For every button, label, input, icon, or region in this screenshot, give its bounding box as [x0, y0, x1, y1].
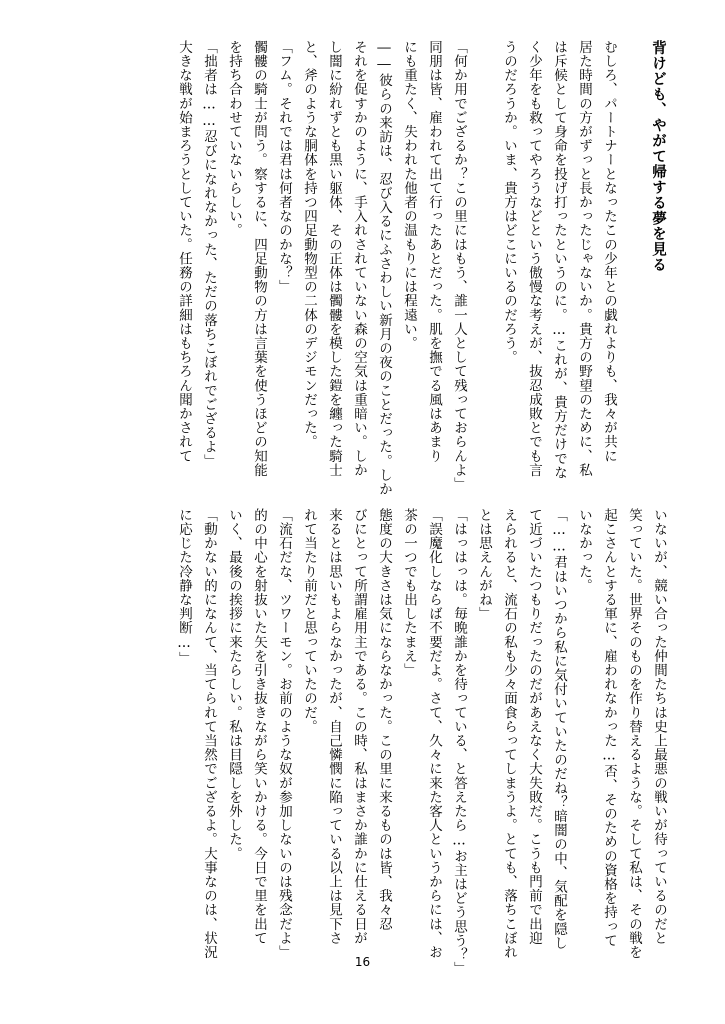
text-column: 的の中心を射抜いた矢を引き抜きながら笑いかける。今日で里を出て: [251, 508, 267, 946]
text-column: れて当たり前だと思っていたのだ。: [301, 508, 317, 734]
text-column: を持ち合わせていないらしい。: [226, 40, 242, 238]
text-column: 髑髏の騎士が問う。察するに、四足動物の方は言葉を使うほどの知能: [251, 40, 267, 478]
text-column: 同朋は皆、雇われて出て行ったあとだった。肌を撫でる風はあまり: [426, 40, 442, 463]
text-column: と、斧のような胴体を持つ四足動物型の二体のデジモンだった。: [301, 40, 317, 449]
text-column: 「誤魔化しならば不要だよ。さて、久々に来た客人というからには、お: [426, 508, 442, 960]
text-column: いないが、競い合った仲間たちは史上最悪の戦いが待っているのだと: [651, 508, 667, 946]
text-column: えられると、流石の私も少々面食らってしまうよ。とても、落ちこぼれ: [501, 508, 517, 960]
text-column: 来るとは思いもよらなかったが、自己憐憫に陥っている以上は見下さ: [326, 508, 342, 946]
text-column: 態度の大きさは気にならなかった。この里に来るものは皆、我々忍: [376, 508, 392, 931]
text-column: は斥候として身命を投げ打ったというのに。…これが、貴方だけでな: [551, 40, 567, 480]
blank-column: [621, 40, 646, 485]
text-column: 居た時間の方がずっと長かったじゃないか。貴方の野望のために、私: [576, 40, 592, 478]
text-column: 起こさんとする軍に、雇われなかった…否、そのための資格を持って: [601, 508, 617, 948]
text-column: し闇に紛れずとも黒い躯体、その正体は髑髏を模した鎧を纏った騎士: [326, 40, 342, 478]
text-column: 茶の一つでも出したまえ」: [401, 508, 417, 678]
text-column: びにとって所謂雇用主である。この時、私はまさか誰かに仕える日が: [351, 508, 367, 946]
text-column: に応じた冷静な判断…」: [176, 508, 192, 666]
text-column: むしろ、パートナーとなったこの少年との戯れよりも、我々が共に: [601, 40, 617, 463]
text-column: 「流石だな、ツワーモン。お前のような奴が参加しないのは残念だよ」: [276, 508, 292, 960]
text-column: て近づいたつもりだったのだがあえなく大失敗だ。こうも門前で出迎: [526, 508, 542, 946]
text-column: うのだろうか。いま、貴方はどこにいるのだろう。: [501, 40, 517, 365]
text-column: 「何か用でござるか？この里にはもう、誰一人として残っておらんよ」: [451, 40, 467, 492]
text-column: いく、最後の挨拶に来たらしい。私は目隠しを外した。: [226, 508, 242, 861]
text-column: 笑っていた。世界そのものを作り替えるような。そして私は、その戦を: [626, 508, 642, 960]
text-column: 「動かない的になんて、当てられて当然でござるよ。大事なのは、状況: [201, 508, 217, 960]
chapter-title: 背けども、やがて帰する夢を見る: [650, 40, 667, 273]
text-column: それを促すかのように、手入れされていない森の空気は重暗い。しか: [351, 40, 367, 478]
blank-column: [471, 40, 496, 485]
text-column: ――彼らの来訪は、忍び入るにふさわしい新月の夜のことだった。しか: [376, 40, 392, 497]
text-column: いなかった。: [576, 508, 592, 593]
text-column: 「フム。それでは君は何者なのかな？」: [276, 40, 292, 294]
text-column: 「拙者は……忍びになれなかった、ただの落ちこぼれでござるよ」: [201, 40, 217, 468]
top-text-block: [51, 40, 671, 497]
text-column: く少年をも救ってやろうなどという傲慢な考えが、抜忍成敗とでも言: [526, 40, 542, 478]
text-column: 「はっはっは。毎晩誰かを待っている、と答えたら…お主はどう思う？」: [451, 508, 467, 976]
text-column: にも重たく、失われた他者の温もりには程遠い。: [401, 40, 417, 351]
page-number: 16: [354, 955, 371, 969]
text-column: とは思えんがね」: [476, 508, 492, 621]
text-column: 「……君はいつから私に気付いていたのだね？暗闇の中、気配を隠し: [551, 508, 567, 951]
text-column: 大きな戦が始まろうとしていた。任務の詳細はもちろん聞かされて: [176, 40, 192, 463]
